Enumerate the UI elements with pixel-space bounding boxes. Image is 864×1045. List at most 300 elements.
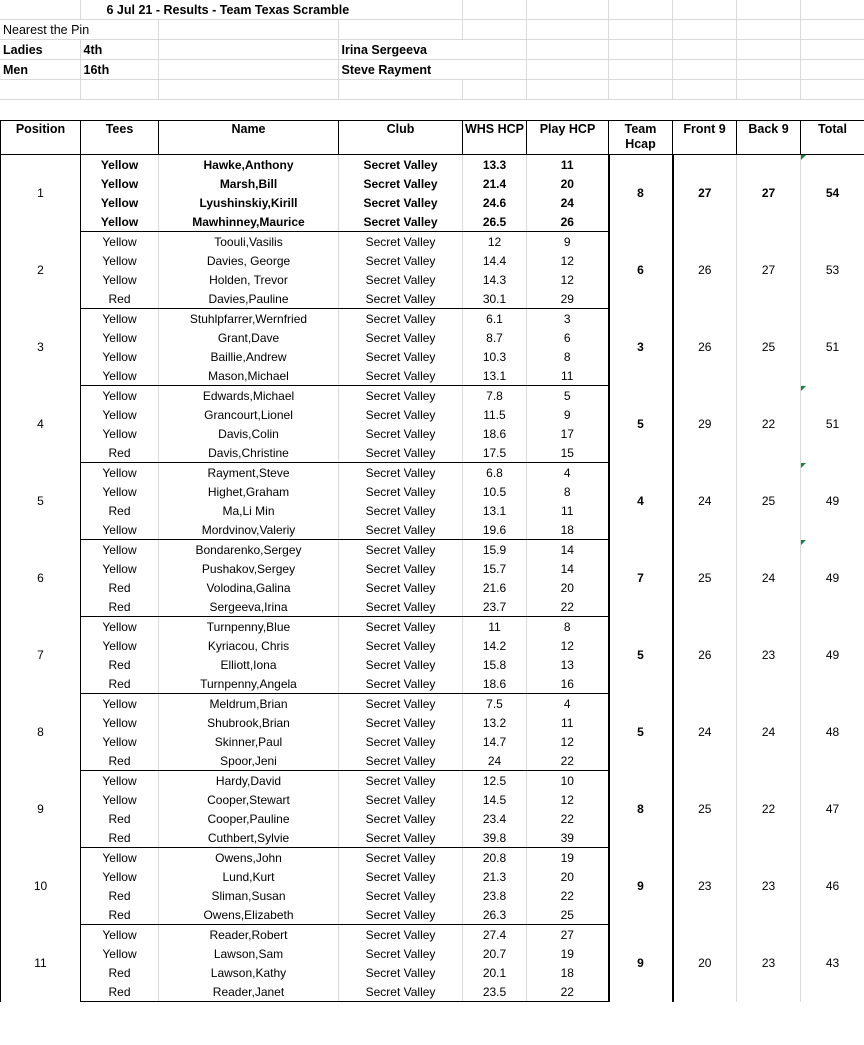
- tees-cell[interactable]: Yellow: [81, 540, 159, 560]
- player-name-cell[interactable]: Highet,Graham: [159, 482, 339, 501]
- tees-cell[interactable]: Red: [81, 443, 159, 463]
- cell[interactable]: [736, 0, 800, 20]
- cell[interactable]: [736, 80, 800, 100]
- whs-hcp-cell[interactable]: 26.3: [463, 905, 527, 925]
- ladies-label[interactable]: Ladies: [0, 40, 80, 60]
- position-cell[interactable]: 6: [1, 540, 81, 617]
- total-cell[interactable]: 49: [801, 617, 864, 694]
- whs-hcp-cell[interactable]: 19.6: [463, 520, 527, 540]
- whs-hcp-cell[interactable]: 21.3: [463, 867, 527, 886]
- tees-cell[interactable]: Yellow: [81, 424, 159, 443]
- tees-cell[interactable]: Yellow: [81, 463, 159, 483]
- club-cell[interactable]: Secret Valley: [339, 482, 463, 501]
- back9-cell[interactable]: 24: [737, 694, 801, 771]
- whs-hcp-cell[interactable]: 14.3: [463, 270, 527, 289]
- whs-hcp-cell[interactable]: 18.6: [463, 674, 527, 694]
- back9-cell[interactable]: 23: [737, 925, 801, 1002]
- play-hcp-cell[interactable]: 8: [527, 347, 609, 366]
- player-name-cell[interactable]: Mordvinov,Valeriy: [159, 520, 339, 540]
- club-cell[interactable]: Secret Valley: [339, 251, 463, 270]
- play-hcp-cell[interactable]: 15: [527, 443, 609, 463]
- player-name-cell[interactable]: Stuhlpfarrer,Wernfried: [159, 309, 339, 329]
- whs-hcp-cell[interactable]: 23.7: [463, 597, 527, 617]
- player-name-cell[interactable]: Volodina,Galina: [159, 578, 339, 597]
- player-name-cell[interactable]: Reader,Robert: [159, 925, 339, 945]
- whs-hcp-cell[interactable]: 20.7: [463, 944, 527, 963]
- club-cell[interactable]: Secret Valley: [339, 636, 463, 655]
- team-hcap-cell[interactable]: 9: [609, 848, 673, 925]
- club-cell[interactable]: Secret Valley: [339, 366, 463, 386]
- col-header-name[interactable]: Name: [159, 121, 339, 155]
- tees-cell[interactable]: Red: [81, 828, 159, 848]
- tees-cell[interactable]: Yellow: [81, 193, 159, 212]
- play-hcp-cell[interactable]: 19: [527, 944, 609, 963]
- tees-cell[interactable]: Yellow: [81, 386, 159, 406]
- tees-cell[interactable]: Yellow: [81, 309, 159, 329]
- tees-cell[interactable]: Red: [81, 982, 159, 1002]
- club-cell[interactable]: Secret Valley: [339, 443, 463, 463]
- cell[interactable]: [736, 20, 800, 40]
- club-cell[interactable]: Secret Valley: [339, 501, 463, 520]
- club-cell[interactable]: Secret Valley: [339, 848, 463, 868]
- cell[interactable]: [338, 80, 462, 100]
- whs-hcp-cell[interactable]: 13.2: [463, 713, 527, 732]
- club-cell[interactable]: Secret Valley: [339, 309, 463, 329]
- team-hcap-cell[interactable]: 6: [609, 232, 673, 309]
- tees-cell[interactable]: Yellow: [81, 347, 159, 366]
- whs-hcp-cell[interactable]: 6.8: [463, 463, 527, 483]
- tees-cell[interactable]: Red: [81, 289, 159, 309]
- club-cell[interactable]: Secret Valley: [339, 828, 463, 848]
- cell[interactable]: [672, 40, 736, 60]
- front9-cell[interactable]: 20: [673, 925, 737, 1002]
- front9-cell[interactable]: 26: [673, 617, 737, 694]
- tees-cell[interactable]: Red: [81, 905, 159, 925]
- whs-hcp-cell[interactable]: 13.1: [463, 366, 527, 386]
- tees-cell[interactable]: Red: [81, 501, 159, 520]
- play-hcp-cell[interactable]: 4: [527, 463, 609, 483]
- cell[interactable]: [736, 40, 800, 60]
- whs-hcp-cell[interactable]: 30.1: [463, 289, 527, 309]
- play-hcp-cell[interactable]: 5: [527, 386, 609, 406]
- play-hcp-cell[interactable]: 14: [527, 559, 609, 578]
- col-header-position[interactable]: Position: [1, 121, 81, 155]
- whs-hcp-cell[interactable]: 13.3: [463, 155, 527, 175]
- front9-cell[interactable]: 27: [673, 155, 737, 232]
- tees-cell[interactable]: Yellow: [81, 771, 159, 791]
- club-cell[interactable]: Secret Valley: [339, 886, 463, 905]
- club-cell[interactable]: Secret Valley: [339, 982, 463, 1002]
- col-header-play-hcp[interactable]: Play HCP: [527, 121, 609, 155]
- club-cell[interactable]: Secret Valley: [339, 520, 463, 540]
- cell[interactable]: [80, 80, 158, 100]
- play-hcp-cell[interactable]: 12: [527, 732, 609, 751]
- club-cell[interactable]: Secret Valley: [339, 212, 463, 232]
- team-hcap-cell[interactable]: 5: [609, 694, 673, 771]
- player-name-cell[interactable]: Pushakov,Sergey: [159, 559, 339, 578]
- back9-cell[interactable]: 22: [737, 771, 801, 848]
- cell[interactable]: [0, 0, 80, 20]
- whs-hcp-cell[interactable]: 12.5: [463, 771, 527, 791]
- player-name-cell[interactable]: Shubrook,Brian: [159, 713, 339, 732]
- play-hcp-cell[interactable]: 12: [527, 636, 609, 655]
- whs-hcp-cell[interactable]: 6.1: [463, 309, 527, 329]
- play-hcp-cell[interactable]: 26: [527, 212, 609, 232]
- player-name-cell[interactable]: Lund,Kurt: [159, 867, 339, 886]
- play-hcp-cell[interactable]: 3: [527, 309, 609, 329]
- whs-hcp-cell[interactable]: 10.5: [463, 482, 527, 501]
- play-hcp-cell[interactable]: 24: [527, 193, 609, 212]
- cell[interactable]: [526, 80, 608, 100]
- position-cell[interactable]: 11: [1, 925, 81, 1002]
- team-hcap-cell[interactable]: 9: [609, 925, 673, 1002]
- tees-cell[interactable]: Yellow: [81, 867, 159, 886]
- play-hcp-cell[interactable]: 22: [527, 982, 609, 1002]
- cell[interactable]: [608, 60, 672, 80]
- whs-hcp-cell[interactable]: 10.3: [463, 347, 527, 366]
- club-cell[interactable]: Secret Valley: [339, 905, 463, 925]
- tees-cell[interactable]: Yellow: [81, 694, 159, 714]
- sheet-title[interactable]: 6 Jul 21 - Results - Team Texas Scramble: [80, 0, 462, 20]
- whs-hcp-cell[interactable]: 12: [463, 232, 527, 252]
- front9-cell[interactable]: 23: [673, 848, 737, 925]
- whs-hcp-cell[interactable]: 23.8: [463, 886, 527, 905]
- player-name-cell[interactable]: Grancourt,Lionel: [159, 405, 339, 424]
- player-name-cell[interactable]: Davies, George: [159, 251, 339, 270]
- player-name-cell[interactable]: Owens,Elizabeth: [159, 905, 339, 925]
- club-cell[interactable]: Secret Valley: [339, 963, 463, 982]
- total-cell[interactable]: 53: [801, 232, 864, 309]
- player-name-cell[interactable]: Elliott,Iona: [159, 655, 339, 674]
- play-hcp-cell[interactable]: 20: [527, 867, 609, 886]
- whs-hcp-cell[interactable]: 21.4: [463, 174, 527, 193]
- whs-hcp-cell[interactable]: 18.6: [463, 424, 527, 443]
- whs-hcp-cell[interactable]: 24: [463, 751, 527, 771]
- front9-cell[interactable]: 25: [673, 540, 737, 617]
- player-name-cell[interactable]: Bondarenko,Sergey: [159, 540, 339, 560]
- cell[interactable]: [462, 20, 526, 40]
- team-hcap-cell[interactable]: 4: [609, 463, 673, 540]
- cell[interactable]: [800, 0, 864, 20]
- club-cell[interactable]: Secret Valley: [339, 578, 463, 597]
- back9-cell[interactable]: 24: [737, 540, 801, 617]
- men-winner[interactable]: Steve Rayment: [338, 60, 526, 80]
- club-cell[interactable]: Secret Valley: [339, 232, 463, 252]
- cell[interactable]: [736, 60, 800, 80]
- cell[interactable]: [158, 60, 338, 80]
- col-header-front9[interactable]: Front 9: [673, 121, 737, 155]
- total-cell[interactable]: [801, 155, 864, 232]
- tees-cell[interactable]: Red: [81, 886, 159, 905]
- men-hole[interactable]: 16th: [80, 60, 158, 80]
- play-hcp-cell[interactable]: 27: [527, 925, 609, 945]
- player-name-cell[interactable]: Turnpenny,Angela: [159, 674, 339, 694]
- whs-hcp-cell[interactable]: 27.4: [463, 925, 527, 945]
- play-hcp-cell[interactable]: 39: [527, 828, 609, 848]
- club-cell[interactable]: Secret Valley: [339, 597, 463, 617]
- whs-hcp-cell[interactable]: 11: [463, 617, 527, 637]
- tees-cell[interactable]: Yellow: [81, 732, 159, 751]
- club-cell[interactable]: Secret Valley: [339, 463, 463, 483]
- player-name-cell[interactable]: Sergeeva,Irina: [159, 597, 339, 617]
- club-cell[interactable]: Secret Valley: [339, 713, 463, 732]
- cell[interactable]: [462, 80, 526, 100]
- player-name-cell[interactable]: Hardy,David: [159, 771, 339, 791]
- player-name-cell[interactable]: Sliman,Susan: [159, 886, 339, 905]
- club-cell[interactable]: Secret Valley: [339, 347, 463, 366]
- front9-cell[interactable]: 24: [673, 694, 737, 771]
- play-hcp-cell[interactable]: 11: [527, 713, 609, 732]
- tees-cell[interactable]: Yellow: [81, 925, 159, 945]
- cell[interactable]: [800, 40, 864, 60]
- club-cell[interactable]: Secret Valley: [339, 174, 463, 193]
- player-name-cell[interactable]: Cooper,Stewart: [159, 790, 339, 809]
- club-cell[interactable]: Secret Valley: [339, 386, 463, 406]
- men-label[interactable]: Men: [0, 60, 80, 80]
- tees-cell[interactable]: Yellow: [81, 155, 159, 175]
- whs-hcp-cell[interactable]: 8.7: [463, 328, 527, 347]
- club-cell[interactable]: Secret Valley: [339, 405, 463, 424]
- tees-cell[interactable]: Yellow: [81, 405, 159, 424]
- front9-cell[interactable]: 26: [673, 309, 737, 386]
- play-hcp-cell[interactable]: 8: [527, 617, 609, 637]
- total-cell[interactable]: 48: [801, 694, 864, 771]
- club-cell[interactable]: Secret Valley: [339, 540, 463, 560]
- player-name-cell[interactable]: Davis,Christine: [159, 443, 339, 463]
- player-name-cell[interactable]: Davies,Pauline: [159, 289, 339, 309]
- play-hcp-cell[interactable]: 22: [527, 597, 609, 617]
- player-name-cell[interactable]: Davis,Colin: [159, 424, 339, 443]
- club-cell[interactable]: Secret Valley: [339, 674, 463, 694]
- whs-hcp-cell[interactable]: 15.8: [463, 655, 527, 674]
- whs-hcp-cell[interactable]: 17.5: [463, 443, 527, 463]
- whs-hcp-cell[interactable]: 14.2: [463, 636, 527, 655]
- position-cell[interactable]: 2: [1, 232, 81, 309]
- player-name-cell[interactable]: Rayment,Steve: [159, 463, 339, 483]
- position-cell[interactable]: 10: [1, 848, 81, 925]
- play-hcp-cell[interactable]: 20: [527, 174, 609, 193]
- tees-cell[interactable]: Yellow: [81, 848, 159, 868]
- team-hcap-cell[interactable]: 5: [609, 617, 673, 694]
- tees-cell[interactable]: Red: [81, 597, 159, 617]
- player-name-cell[interactable]: Skinner,Paul: [159, 732, 339, 751]
- play-hcp-cell[interactable]: 9: [527, 232, 609, 252]
- cell[interactable]: [800, 60, 864, 80]
- back9-cell[interactable]: 25: [737, 463, 801, 540]
- club-cell[interactable]: Secret Valley: [339, 270, 463, 289]
- player-name-cell[interactable]: Kyriacou, Chris: [159, 636, 339, 655]
- whs-hcp-cell[interactable]: 14.5: [463, 790, 527, 809]
- club-cell[interactable]: Secret Valley: [339, 867, 463, 886]
- col-header-club[interactable]: Club: [339, 121, 463, 155]
- cell[interactable]: [158, 40, 338, 60]
- back9-cell[interactable]: 22: [737, 386, 801, 463]
- play-hcp-cell[interactable]: 11: [527, 155, 609, 175]
- tees-cell[interactable]: Red: [81, 751, 159, 771]
- player-name-cell[interactable]: Cooper,Pauline: [159, 809, 339, 828]
- total-cell[interactable]: [801, 386, 864, 463]
- play-hcp-cell[interactable]: 20: [527, 578, 609, 597]
- cell[interactable]: [672, 60, 736, 80]
- tees-cell[interactable]: Yellow: [81, 174, 159, 193]
- club-cell[interactable]: Secret Valley: [339, 809, 463, 828]
- position-cell[interactable]: 4: [1, 386, 81, 463]
- back9-cell[interactable]: 23: [737, 848, 801, 925]
- club-cell[interactable]: Secret Valley: [339, 328, 463, 347]
- player-name-cell[interactable]: Owens,John: [159, 848, 339, 868]
- cell[interactable]: [608, 40, 672, 60]
- player-name-cell[interactable]: Hawke,Anthony: [159, 155, 339, 175]
- tees-cell[interactable]: Yellow: [81, 328, 159, 347]
- player-name-cell[interactable]: Meldrum,Brian: [159, 694, 339, 714]
- player-name-cell[interactable]: Mason,Michael: [159, 366, 339, 386]
- cell[interactable]: [672, 80, 736, 100]
- whs-hcp-cell[interactable]: 24.6: [463, 193, 527, 212]
- player-name-cell[interactable]: Spoor,Jeni: [159, 751, 339, 771]
- cell[interactable]: [800, 20, 864, 40]
- position-cell[interactable]: 5: [1, 463, 81, 540]
- team-hcap-cell[interactable]: 8: [609, 155, 673, 232]
- club-cell[interactable]: Secret Valley: [339, 925, 463, 945]
- total-cell[interactable]: [801, 540, 864, 617]
- tees-cell[interactable]: Yellow: [81, 944, 159, 963]
- club-cell[interactable]: Secret Valley: [339, 655, 463, 674]
- club-cell[interactable]: Secret Valley: [339, 694, 463, 714]
- whs-hcp-cell[interactable]: 7.5: [463, 694, 527, 714]
- position-cell[interactable]: 1: [1, 155, 81, 232]
- front9-cell[interactable]: 25: [673, 771, 737, 848]
- tees-cell[interactable]: Red: [81, 674, 159, 694]
- team-hcap-cell[interactable]: 8: [609, 771, 673, 848]
- whs-hcp-cell[interactable]: 15.9: [463, 540, 527, 560]
- tees-cell[interactable]: Red: [81, 655, 159, 674]
- col-header-total[interactable]: Total: [801, 121, 864, 155]
- position-cell[interactable]: 3: [1, 309, 81, 386]
- cell[interactable]: [608, 0, 672, 20]
- whs-hcp-cell[interactable]: 15.7: [463, 559, 527, 578]
- total-cell[interactable]: 43: [801, 925, 864, 1002]
- player-name-cell[interactable]: Baillie,Andrew: [159, 347, 339, 366]
- col-header-tees[interactable]: Tees: [81, 121, 159, 155]
- cell[interactable]: [158, 20, 338, 40]
- back9-cell[interactable]: 27: [737, 155, 801, 232]
- tees-cell[interactable]: Yellow: [81, 366, 159, 386]
- back9-cell[interactable]: 27: [737, 232, 801, 309]
- player-name-cell[interactable]: Lawson,Sam: [159, 944, 339, 963]
- club-cell[interactable]: Secret Valley: [339, 771, 463, 791]
- play-hcp-cell[interactable]: 17: [527, 424, 609, 443]
- play-hcp-cell[interactable]: 19: [527, 848, 609, 868]
- tees-cell[interactable]: Yellow: [81, 520, 159, 540]
- play-hcp-cell[interactable]: 10: [527, 771, 609, 791]
- play-hcp-cell[interactable]: 12: [527, 251, 609, 270]
- tees-cell[interactable]: Red: [81, 963, 159, 982]
- front9-cell[interactable]: 29: [673, 386, 737, 463]
- team-hcap-cell[interactable]: 7: [609, 540, 673, 617]
- player-name-cell[interactable]: Ma,Li Min: [159, 501, 339, 520]
- club-cell[interactable]: Secret Valley: [339, 289, 463, 309]
- tees-cell[interactable]: Yellow: [81, 270, 159, 289]
- front9-cell[interactable]: 26: [673, 232, 737, 309]
- cell[interactable]: [0, 80, 80, 100]
- player-name-cell[interactable]: Grant,Dave: [159, 328, 339, 347]
- tees-cell[interactable]: Red: [81, 578, 159, 597]
- ladies-hole[interactable]: 4th: [80, 40, 158, 60]
- club-cell[interactable]: Secret Valley: [339, 617, 463, 637]
- club-cell[interactable]: Secret Valley: [339, 790, 463, 809]
- cell[interactable]: [338, 20, 462, 40]
- play-hcp-cell[interactable]: 16: [527, 674, 609, 694]
- player-name-cell[interactable]: Mawhinney,Maurice: [159, 212, 339, 232]
- whs-hcp-cell[interactable]: 23.4: [463, 809, 527, 828]
- play-hcp-cell[interactable]: 14: [527, 540, 609, 560]
- play-hcp-cell[interactable]: 29: [527, 289, 609, 309]
- whs-hcp-cell[interactable]: 13.1: [463, 501, 527, 520]
- whs-hcp-cell[interactable]: 14.7: [463, 732, 527, 751]
- nearest-pin-label[interactable]: Nearest the Pin: [0, 20, 158, 40]
- team-hcap-cell[interactable]: 3: [609, 309, 673, 386]
- cell[interactable]: [608, 20, 672, 40]
- player-name-cell[interactable]: Marsh,Bill: [159, 174, 339, 193]
- play-hcp-cell[interactable]: 18: [527, 520, 609, 540]
- cell[interactable]: [526, 20, 608, 40]
- cell[interactable]: [526, 0, 608, 20]
- play-hcp-cell[interactable]: 12: [527, 270, 609, 289]
- tees-cell[interactable]: Yellow: [81, 617, 159, 637]
- tees-cell[interactable]: Yellow: [81, 212, 159, 232]
- player-name-cell[interactable]: Reader,Janet: [159, 982, 339, 1002]
- club-cell[interactable]: Secret Valley: [339, 424, 463, 443]
- player-name-cell[interactable]: Edwards,Michael: [159, 386, 339, 406]
- total-cell[interactable]: 51: [801, 309, 864, 386]
- play-hcp-cell[interactable]: 12: [527, 790, 609, 809]
- whs-hcp-cell[interactable]: 20.8: [463, 848, 527, 868]
- cell[interactable]: [800, 80, 864, 100]
- club-cell[interactable]: Secret Valley: [339, 944, 463, 963]
- whs-hcp-cell[interactable]: 7.8: [463, 386, 527, 406]
- total-cell[interactable]: 46: [801, 848, 864, 925]
- tees-cell[interactable]: Yellow: [81, 790, 159, 809]
- play-hcp-cell[interactable]: 4: [527, 694, 609, 714]
- back9-cell[interactable]: 25: [737, 309, 801, 386]
- cell[interactable]: [672, 20, 736, 40]
- tees-cell[interactable]: Yellow: [81, 251, 159, 270]
- play-hcp-cell[interactable]: 22: [527, 809, 609, 828]
- player-name-cell[interactable]: Toouli,Vasilis: [159, 232, 339, 252]
- play-hcp-cell[interactable]: 18: [527, 963, 609, 982]
- club-cell[interactable]: Secret Valley: [339, 559, 463, 578]
- whs-hcp-cell[interactable]: 26.5: [463, 212, 527, 232]
- play-hcp-cell[interactable]: 25: [527, 905, 609, 925]
- cell[interactable]: [462, 0, 526, 20]
- club-cell[interactable]: Secret Valley: [339, 155, 463, 175]
- tees-cell[interactable]: Yellow: [81, 559, 159, 578]
- whs-hcp-cell[interactable]: 23.5: [463, 982, 527, 1002]
- cell[interactable]: [158, 80, 338, 100]
- player-name-cell[interactable]: Holden, Trevor: [159, 270, 339, 289]
- cell[interactable]: [526, 60, 608, 80]
- col-header-whs-hcp[interactable]: WHS HCP: [463, 121, 527, 155]
- play-hcp-cell[interactable]: 11: [527, 366, 609, 386]
- whs-hcp-cell[interactable]: 20.1: [463, 963, 527, 982]
- play-hcp-cell[interactable]: 6: [527, 328, 609, 347]
- player-name-cell[interactable]: Lyushinskiy,Kirill: [159, 193, 339, 212]
- col-header-back9[interactable]: Back 9: [737, 121, 801, 155]
- play-hcp-cell[interactable]: 9: [527, 405, 609, 424]
- play-hcp-cell[interactable]: 11: [527, 501, 609, 520]
- club-cell[interactable]: Secret Valley: [339, 751, 463, 771]
- whs-hcp-cell[interactable]: 14.4: [463, 251, 527, 270]
